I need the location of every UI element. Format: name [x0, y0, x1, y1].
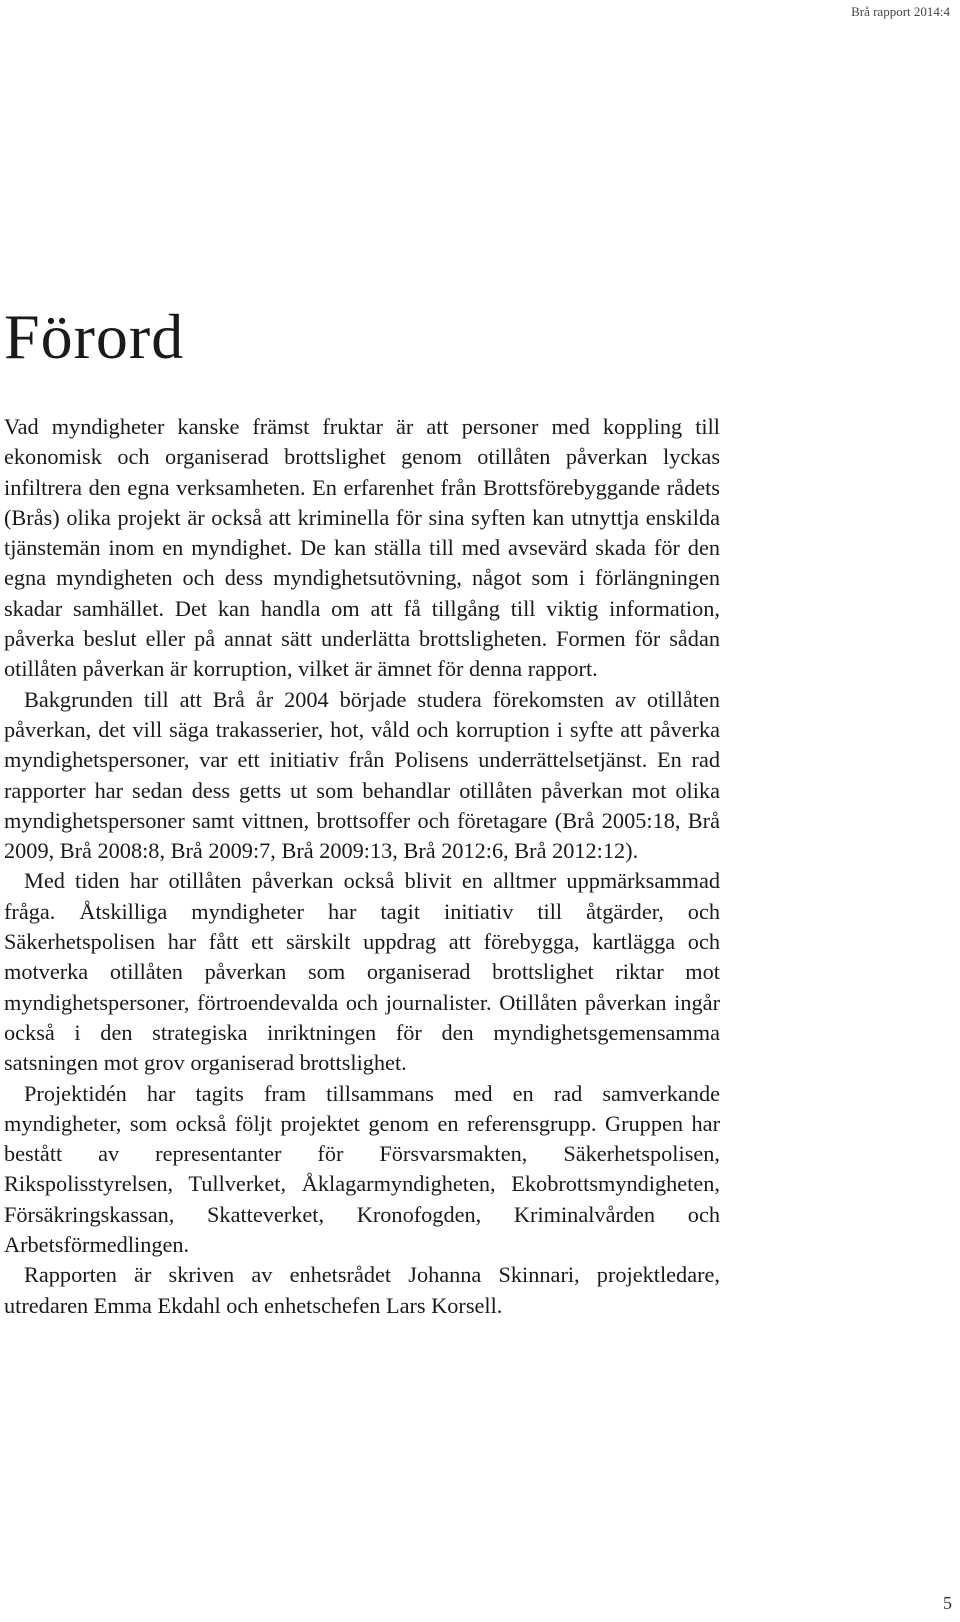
paragraph-5: Rapporten är skriven av enhetsrådet Johanna Skinnari, projektledare, utredaren Emma Ekdahl och enhetschefen Lars Korsell. — [4, 1262, 720, 1318]
running-head: Brå rapport 2014:4 — [851, 4, 950, 19]
paragraph-4: Projektidén har tagits fram tillsammans med en rad samverkande myndigheter, som också följt projektet genom en referensgrupp. Gruppen har bestått av representanter för Försvarsmakten, Säkerhetspolisen, Rikspolisstyrelsen, Tullverket, Åklagarmyndigheten, Ekobrottsmyndigheten, Försäkringskassan, Skatteverket, Kronofogden, Kriminalvården och Arbetsförmedlingen. — [4, 1080, 720, 1258]
page-title: Förord — [4, 301, 185, 372]
page-number: 5 — [943, 1593, 952, 1613]
paragraph-1: Vad myndigheter kanske främst fruktar är att personer med koppling till ekonomisk och organiserad brottslighet genom otillåten påverkan lyckas infiltrera den egna verksamheten. En erfarenhet från Brottsförebyggande rådets (Brås) olika projekt är också att kriminella för sina syften kan utnyttja enskilda tjänstemän inom en myndighet. De kan ställa till med avsevärd skada för den egna myndigheten och dess myndighetsutövning, något som i förlängningen skadar samhället. Det kan handla om att få tillgång till viktig information, påverka beslut eller på annat sätt underlätta brottsligheten. Formen för sådan otillåten påverkan är korruption, vilket är ämnet för denna rapport. — [4, 414, 720, 682]
paragraph-3: Med tiden har otillåten påverkan också blivit en alltmer uppmärksammad fråga. Åtskilliga myndigheter har tagit initiativ till åtgärder, och Säkerhetspolisen har fått ett särskilt uppdrag att förebygga, kartlägga och motverka otillåten påverkan som organiserad brottslighet riktar mot myndighetspersoner, förtroendevalda och journalister. Otillåten påverkan ingår också i den strategiska inriktningen för den myndighetsgemensamma satsningen mot grov organiserad brottslighet. — [4, 868, 720, 1076]
paragraph-2: Bakgrunden till att Brå år 2004 började studera förekomsten av otillåten påverkan, det vill säga trakasserier, hot, våld och korruption i syfte att påverka myndighetspersoner, var ett initiativ från Polisens underrättelsetjänst. En rad rapporter har sedan dess getts ut som behandlar otillåten påverkan mot olika myndighetspersoner samt vittnen, brottsoffer och företagare (Brå 2005:18, Brå 2009, Brå 2008:8, Brå 2009:7, Brå 2009:13, Brå 2012:6, Brå 2012:12). — [4, 686, 720, 864]
body-text — [4, 412, 720, 1321]
